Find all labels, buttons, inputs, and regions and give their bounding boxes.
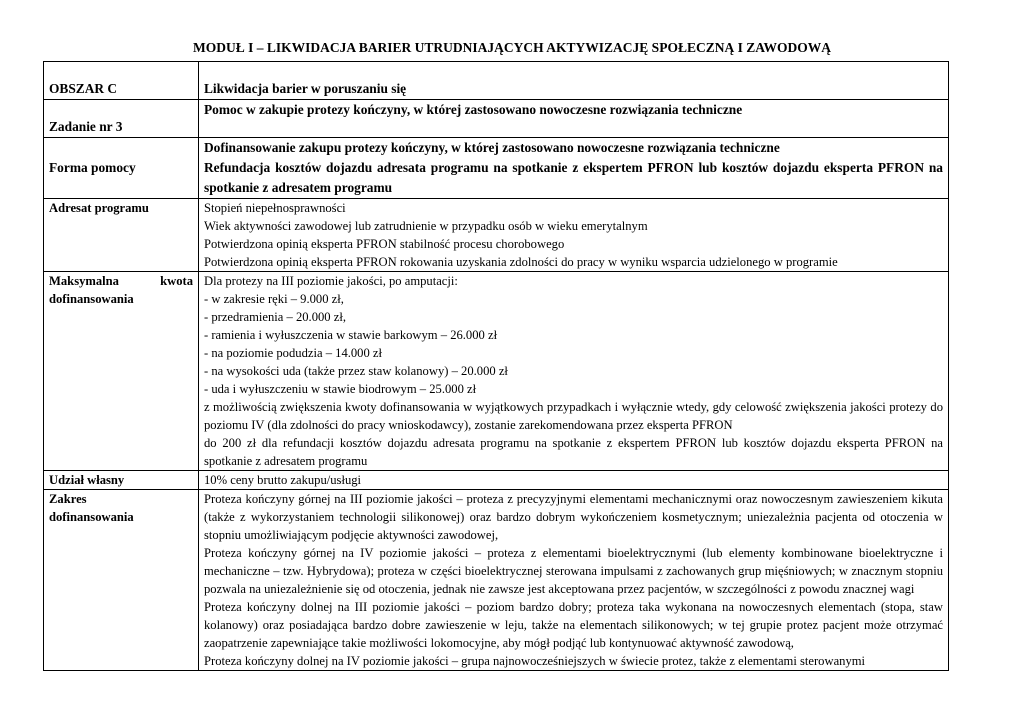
kwota-label-line-1 (49, 272, 193, 290)
program-table (43, 61, 949, 671)
forma-line-2: Refundacja kosztów dojazdu adresata programu na spotkanie z ekspertem PFRON lub kosztów dojazdu eksperta PFRON na spotkanie z adresatem programu (204, 160, 943, 195)
kwota-value (199, 272, 949, 471)
adresat-line: Wiek aktywności zawodowej lub zatrudnienie w przypadku osób w wieku emerytalnym (204, 219, 648, 233)
zakres-paragraph: Proteza kończyny górnej na IV poziomie jakości – proteza z elementami bioelektrycznymi (lub elementy kombinowane bioelektryczne i mechaniczne – tzw. Hybrydowa); proteza w części bioelektrycznej sterowana impulsami z zachowanych grup mięśniowych; w znacznym stopniu pozwala na uniezależnienie się od otoczenia, jednak nie zawsze jest akceptowana przez pacjentów, w szczególności z powodu znacznej wagi (204, 546, 943, 596)
kwota-line: - przedramienia – 20.000 zł, (204, 310, 346, 324)
forma-label-text: Forma pomocy (49, 160, 136, 175)
obszar-value-text: Likwidacja barier w poruszaniu się (204, 81, 407, 96)
adresat-line: Potwierdzona opinią eksperta PFRON rokowania uzyskania zdolności do pracy w wyniku wsparcia udzielonego w programie (204, 255, 838, 269)
zakres-paragraph: Proteza kończyny dolnej na IV poziomie jakości – grupa najnowocześniejszych w świecie protez, także z elementami sterowanymi (204, 654, 866, 668)
zakres-label (44, 490, 199, 671)
adresat-line: Stopień niepełnosprawności (204, 201, 346, 215)
forma-label (44, 138, 199, 199)
kwota-label-word-2: kwota (160, 274, 193, 288)
kwota-line: - na wysokości uda (także przez staw kolanowy) – 20.000 zł (204, 364, 508, 378)
udzial-value (199, 471, 949, 490)
zadanie-value-text: Pomoc w zakupie protezy kończyny, w której zastosowano nowoczesne rozwiązania techniczne (204, 102, 743, 117)
zadanie-label-text: Zadanie nr 3 (49, 119, 123, 134)
row-forma (44, 138, 949, 199)
forma-line-1: Dofinansowanie zakupu protezy kończyny, w której zastosowano nowoczesne rozwiązania techniczne (204, 140, 780, 155)
zakres-label-line-2: dofinansowania (49, 510, 134, 524)
row-kwota (44, 272, 949, 471)
zakres-label-line-1: Zakres (49, 492, 87, 506)
udzial-label-text: Udział własny (49, 473, 125, 487)
adresat-value (199, 199, 949, 272)
zakres-paragraph: Proteza kończyny górnej na III poziomie jakości – proteza z precyzyjnymi elementami mechanicznymi oraz nowoczesnym zawieszeniem kikuta (także z wykorzystaniem technologii silikonowej) oraz bardzo dobrym wykończeniem kosmetycznym; uniezależnia pacjenta od otoczenia w stopniu umożliwiającym podjęcie aktywności zawodowej, (204, 492, 943, 542)
obszar-value (199, 62, 949, 100)
kwota-line: - uda i wyłuszczeniu w stawie biodrowym – 25.000 zł (204, 382, 477, 396)
kwota-line: do 200 zł dla refundacji kosztów dojazdu adresata programu na spotkanie z ekspertem PFRON lub kosztów dojazdu eksperta PFRON na spotkanie z adresatem programu (204, 436, 943, 468)
kwota-line: - ramienia i wyłuszczenia w stawie barkowym – 26.000 zł (204, 328, 498, 342)
adresat-line: Potwierdzona opinią eksperta PFRON stabilność procesu chorobowego (204, 237, 565, 251)
forma-value (199, 138, 949, 199)
kwota-line: Dla protezy na III poziomie jakości, po amputacji: (204, 274, 458, 288)
adresat-label (44, 199, 199, 272)
zakres-paragraph: Proteza kończyny dolnej na III poziomie jakości – poziom bardzo dobry; proteza taka wykonana na nowoczesnych elementach (stopa, staw kolanowy) oraz posiadająca bardzo dobre zawieszenie w leju, także na elementach silikonowych; w tej grupie protez pacjent może otrzymać zaopatrzenie zapewniające takie możliwości lokomocyjne, aby mógł podjąć lub kontynuować aktywność zawodową, (204, 600, 943, 650)
kwota-label (44, 272, 199, 471)
kwota-line: - w zakresie ręki – 9.000 zł, (204, 292, 344, 306)
adresat-label-text: Adresat programu (49, 201, 149, 215)
row-udzial (44, 471, 949, 490)
zadanie-label (44, 100, 199, 138)
page-title: MODUŁ I – LIKWIDACJA BARIER UTRUDNIAJĄCYCH AKTYWIZACJĘ SPOŁECZNĄ I ZAWODOWĄ (193, 40, 831, 55)
obszar-label (44, 62, 199, 100)
zadanie-value (199, 100, 949, 138)
obszar-label-text: OBSZAR C (49, 81, 118, 96)
udzial-value-text: 10% ceny brutto zakupu/usługi (204, 473, 362, 487)
row-adresat (44, 199, 949, 272)
udzial-label (44, 471, 199, 490)
row-zadanie (44, 100, 949, 138)
row-obszar (44, 62, 949, 100)
kwota-label-word-1: Maksymalna (49, 274, 119, 288)
kwota-line: z możliwością zwiększenia kwoty dofinansowania w wyjątkowych przypadkach i wyłącznie wtedy, gdy celowość zwiększenia jakości protezy do poziomu IV (dla zdolności do pracy wnioskodawcy), zostanie zarekomendowana przez eksperta PFRON (204, 400, 943, 432)
zakres-value (199, 490, 949, 671)
kwota-line: - na poziomie podudzia – 14.000 zł (204, 346, 383, 360)
row-zakres (44, 490, 949, 671)
kwota-label-line-2: dofinansowania (49, 292, 134, 306)
